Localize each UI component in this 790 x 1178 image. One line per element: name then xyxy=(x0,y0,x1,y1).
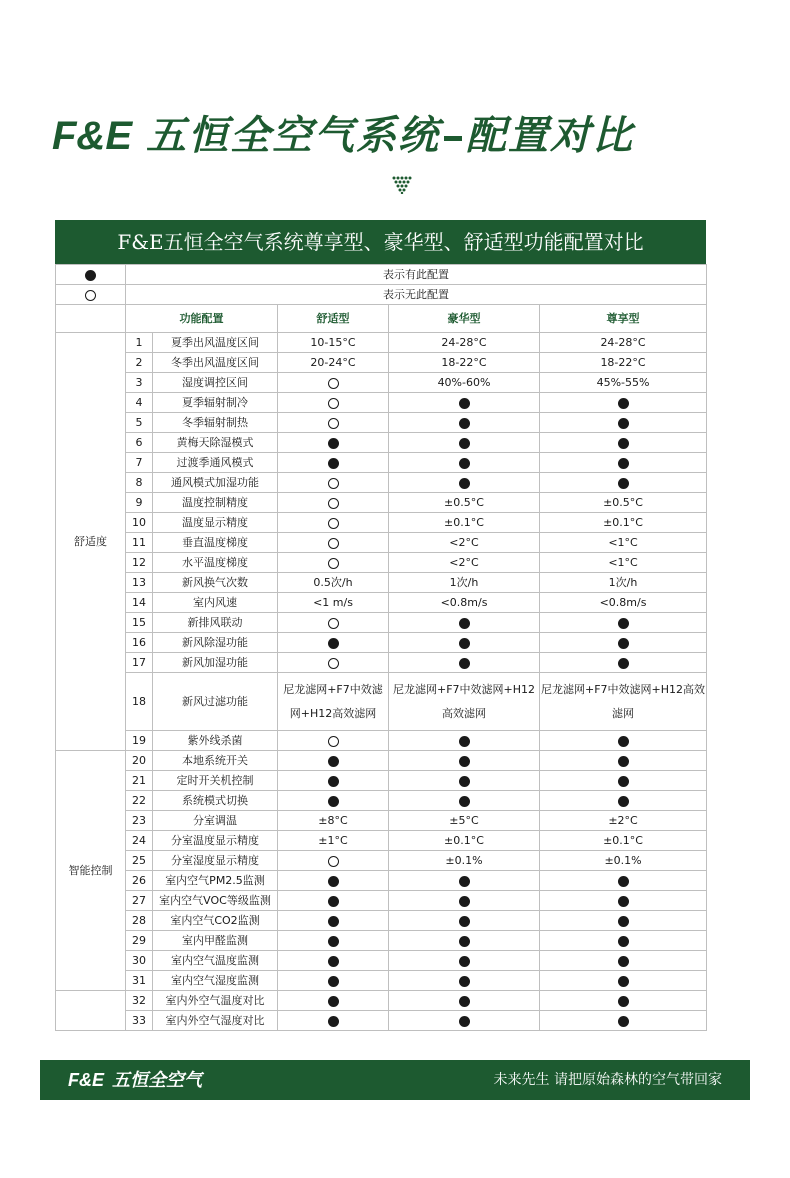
row-number: 5 xyxy=(126,413,153,433)
value-shushi xyxy=(278,673,389,731)
filled-dot-icon xyxy=(328,916,339,927)
value-haohua: 1次/h xyxy=(389,573,540,593)
value-haohua xyxy=(389,731,540,751)
value-haohua xyxy=(389,633,540,653)
value-zunxiang xyxy=(540,951,707,971)
value-zunxiang: <1°C xyxy=(540,533,707,553)
row-number: 22 xyxy=(126,791,153,811)
feature-name: 室内空气PM2.5监测 xyxy=(153,871,278,891)
filled-dot-icon xyxy=(618,658,629,669)
filled-dot-icon xyxy=(618,936,629,947)
value-shushi xyxy=(278,533,389,553)
filled-dot-icon xyxy=(459,896,470,907)
filled-dot-icon xyxy=(459,398,470,409)
filled-dot-icon xyxy=(459,458,470,469)
filled-dot-icon xyxy=(459,976,470,987)
value-zunxiang: ±0.5°C xyxy=(540,493,707,513)
value-shushi: <1 m/s xyxy=(278,593,389,613)
filled-dot-icon xyxy=(618,956,629,967)
row-number: 16 xyxy=(126,633,153,653)
value-zunxiang xyxy=(540,433,707,453)
table-row xyxy=(56,851,707,871)
feature-name: 新风除湿功能 xyxy=(153,633,278,653)
feature-name: 室内外空气温度对比 xyxy=(153,991,278,1011)
filled-dot-icon xyxy=(618,756,629,767)
filled-dot-icon xyxy=(459,936,470,947)
value-haohua xyxy=(389,771,540,791)
row-number: 7 xyxy=(126,453,153,473)
footer-brand-logo: F&E xyxy=(68,1070,104,1090)
config-table xyxy=(55,264,707,1031)
value-shushi xyxy=(278,393,389,413)
feature-name: 室内空气湿度监测 xyxy=(153,971,278,991)
empty-circle-icon xyxy=(328,618,339,629)
footer-brand xyxy=(68,1060,202,1101)
value-zunxiang xyxy=(540,871,707,891)
value-shushi: ±8°C xyxy=(278,811,389,831)
filled-dot-icon xyxy=(459,996,470,1007)
filled-dot-icon xyxy=(328,776,339,787)
column-header-feature: 功能配置 xyxy=(126,305,278,333)
filled-dot-icon xyxy=(459,956,470,967)
row-number: 3 xyxy=(126,373,153,393)
value-shushi xyxy=(278,433,389,453)
column-header-row xyxy=(56,305,707,333)
table-row xyxy=(56,891,707,911)
legend-text: 表示有此配置 xyxy=(126,265,707,285)
value-zunxiang: ±0.1°C xyxy=(540,513,707,533)
filled-dot-icon xyxy=(618,618,629,629)
table-row xyxy=(56,353,707,373)
row-number: 26 xyxy=(126,871,153,891)
feature-name: 黄梅天除湿模式 xyxy=(153,433,278,453)
row-number: 21 xyxy=(126,771,153,791)
value-haohua xyxy=(389,673,540,731)
feature-name: 过渡季通风模式 xyxy=(153,453,278,473)
filled-dot-icon xyxy=(459,916,470,927)
feature-name: 垂直温度梯度 xyxy=(153,533,278,553)
value-zunxiang xyxy=(540,911,707,931)
feature-name: 湿度调控区间 xyxy=(153,373,278,393)
value-haohua xyxy=(389,951,540,971)
filled-dot-icon xyxy=(459,478,470,489)
row-number: 27 xyxy=(126,891,153,911)
row-number: 13 xyxy=(126,573,153,593)
feature-name: 新风换气次数 xyxy=(153,573,278,593)
title-dash xyxy=(444,136,462,141)
value-haohua xyxy=(389,791,540,811)
value-haohua xyxy=(389,1011,540,1031)
table-row xyxy=(56,871,707,891)
row-number: 28 xyxy=(126,911,153,931)
filled-dot-icon xyxy=(618,916,629,927)
value-haohua: <0.8m/s xyxy=(389,593,540,613)
table-row xyxy=(56,433,707,453)
row-number: 25 xyxy=(126,851,153,871)
filled-dot-icon xyxy=(618,638,629,649)
table-row xyxy=(56,1011,707,1031)
filled-dot-icon xyxy=(459,796,470,807)
table-row xyxy=(56,633,707,653)
feature-name: 温度控制精度 xyxy=(153,493,278,513)
title-tail: 配置对比 xyxy=(466,113,634,159)
value-shushi xyxy=(278,971,389,991)
value-haohua: <2°C xyxy=(389,533,540,553)
row-number: 6 xyxy=(126,433,153,453)
value-zunxiang: 1次/h xyxy=(540,573,707,593)
value-zunxiang xyxy=(540,991,707,1011)
value-haohua: ±0.1% xyxy=(389,851,540,871)
value-haohua xyxy=(389,393,540,413)
row-number: 14 xyxy=(126,593,153,613)
filled-dot-icon xyxy=(618,976,629,987)
empty-circle-icon xyxy=(328,418,339,429)
empty-circle-icon xyxy=(328,378,339,389)
value-haohua xyxy=(389,473,540,493)
filled-dot-icon xyxy=(459,438,470,449)
value-shushi xyxy=(278,871,389,891)
table-row xyxy=(56,831,707,851)
table-row xyxy=(56,513,707,533)
value-haohua xyxy=(389,433,540,453)
value-shushi xyxy=(278,473,389,493)
value-haohua xyxy=(389,453,540,473)
empty-circle-icon xyxy=(328,658,339,669)
table-row xyxy=(56,931,707,951)
legend-symbol-empty xyxy=(56,285,126,305)
value-shushi xyxy=(278,613,389,633)
filled-dot-icon xyxy=(618,438,629,449)
table-row xyxy=(56,951,707,971)
table-row xyxy=(56,911,707,931)
value-zunxiang xyxy=(540,791,707,811)
table-row xyxy=(56,673,707,731)
value-haohua xyxy=(389,751,540,771)
footer-slogan: 未来先生 请把原始森林的空气带回家 xyxy=(493,1072,722,1088)
value-zunxiang: 24-28°C xyxy=(540,333,707,353)
table-row xyxy=(56,533,707,553)
empty-circle-icon xyxy=(328,478,339,489)
column-header-haohua: 豪华型 xyxy=(389,305,540,333)
table-row xyxy=(56,493,707,513)
filled-dot-icon xyxy=(618,458,629,469)
feature-name: 室内风速 xyxy=(153,593,278,613)
value-zunxiang: ±0.1°C xyxy=(540,831,707,851)
legend-row xyxy=(56,285,707,305)
filled-dot-icon xyxy=(459,638,470,649)
value-haohua: 40%-60% xyxy=(389,373,540,393)
value-zunxiang: ±2°C xyxy=(540,811,707,831)
table-row xyxy=(56,791,707,811)
row-number: 4 xyxy=(126,393,153,413)
decorative-arrow-icon xyxy=(392,176,414,194)
row-number: 9 xyxy=(126,493,153,513)
filled-dot-icon xyxy=(459,736,470,747)
value-shushi xyxy=(278,453,389,473)
filled-dot-icon xyxy=(328,438,339,449)
value-shushi xyxy=(278,731,389,751)
filled-dot-icon xyxy=(328,876,339,887)
column-header-shushi: 舒适型 xyxy=(278,305,389,333)
row-number: 12 xyxy=(126,553,153,573)
filled-dot-icon xyxy=(328,996,339,1007)
header-blank xyxy=(56,305,126,333)
table-row xyxy=(56,811,707,831)
filled-dot-icon xyxy=(618,418,629,429)
value-haohua xyxy=(389,613,540,633)
filled-dot-icon xyxy=(459,618,470,629)
feature-name: 紫外线杀菌 xyxy=(153,731,278,751)
value-haohua xyxy=(389,413,540,433)
value-zunxiang xyxy=(540,971,707,991)
value-haohua: 18-22°C xyxy=(389,353,540,373)
row-number: 33 xyxy=(126,1011,153,1031)
filled-dot-icon xyxy=(459,756,470,767)
table-row xyxy=(56,991,707,1011)
row-number: 31 xyxy=(126,971,153,991)
value-shushi xyxy=(278,553,389,573)
filled-dot-icon xyxy=(618,1016,629,1027)
table-row xyxy=(56,731,707,751)
empty-circle-icon xyxy=(328,538,339,549)
value-shushi: 0.5次/h xyxy=(278,573,389,593)
value-shushi xyxy=(278,991,389,1011)
feature-name: 系统模式切换 xyxy=(153,791,278,811)
value-zunxiang xyxy=(540,751,707,771)
table-row xyxy=(56,553,707,573)
empty-circle-icon xyxy=(85,290,96,301)
table-row xyxy=(56,573,707,593)
feature-name: 定时开关机控制 xyxy=(153,771,278,791)
value-shushi xyxy=(278,791,389,811)
value-shushi xyxy=(278,493,389,513)
value-zunxiang xyxy=(540,1011,707,1031)
table-row xyxy=(56,613,707,633)
row-number: 20 xyxy=(126,751,153,771)
value-haohua: ±0.5°C xyxy=(389,493,540,513)
value-shushi xyxy=(278,771,389,791)
feature-name: 室内空气VOC等级监测 xyxy=(153,891,278,911)
value-zunxiang xyxy=(540,931,707,951)
page-title xyxy=(52,108,742,164)
filled-dot-icon xyxy=(618,876,629,887)
value-shushi xyxy=(278,851,389,871)
value-haohua xyxy=(389,891,540,911)
feature-name: 室内甲醛监测 xyxy=(153,931,278,951)
value-haohua: 24-28°C xyxy=(389,333,540,353)
filled-dot-icon xyxy=(618,736,629,747)
feature-name: 新风过滤功能 xyxy=(153,673,278,731)
filled-dot-icon xyxy=(459,776,470,787)
value-haohua: ±0.1°C xyxy=(389,831,540,851)
filled-dot-icon xyxy=(618,796,629,807)
filled-dot-icon xyxy=(459,1016,470,1027)
value-shushi xyxy=(278,751,389,771)
category-cell: 智能控制 xyxy=(56,751,126,991)
filled-dot-icon xyxy=(328,638,339,649)
feature-name: 夏季出风温度区间 xyxy=(153,333,278,353)
empty-circle-icon xyxy=(328,856,339,867)
row-number: 32 xyxy=(126,991,153,1011)
value-shushi: 20-24°C xyxy=(278,353,389,373)
value-shushi xyxy=(278,911,389,931)
filled-dot-icon xyxy=(459,418,470,429)
empty-circle-icon xyxy=(328,518,339,529)
title-main: 五恒全空气系统 xyxy=(146,113,440,159)
multiline-value: 尼龙滤网+F7中效滤网+H12高效滤网 xyxy=(392,682,536,720)
filled-dot-icon xyxy=(328,936,339,947)
feature-name: 新风加湿功能 xyxy=(153,653,278,673)
feature-name: 冬季辐射制热 xyxy=(153,413,278,433)
filled-dot-icon xyxy=(459,876,470,887)
table-row xyxy=(56,771,707,791)
category-cell xyxy=(56,991,126,1031)
filled-dot-icon xyxy=(328,1016,339,1027)
table-row xyxy=(56,373,707,393)
value-zunxiang: ±0.1% xyxy=(540,851,707,871)
value-shushi xyxy=(278,1011,389,1031)
value-zunxiang: 18-22°C xyxy=(540,353,707,373)
feature-name: 水平温度梯度 xyxy=(153,553,278,573)
table-row xyxy=(56,593,707,613)
value-shushi xyxy=(278,891,389,911)
legend-text: 表示无此配置 xyxy=(126,285,707,305)
value-shushi: ±1°C xyxy=(278,831,389,851)
feature-name: 温度显示精度 xyxy=(153,513,278,533)
row-number: 11 xyxy=(126,533,153,553)
filled-dot-icon xyxy=(618,398,629,409)
feature-name: 通风模式加湿功能 xyxy=(153,473,278,493)
multiline-value: 尼龙滤网+F7中效滤网+H12高效滤网 xyxy=(541,682,706,720)
row-number: 15 xyxy=(126,613,153,633)
row-number: 2 xyxy=(126,353,153,373)
feature-name: 分室调温 xyxy=(153,811,278,831)
feature-name: 分室温度显示精度 xyxy=(153,831,278,851)
column-header-zunxiang: 尊享型 xyxy=(540,305,707,333)
empty-circle-icon xyxy=(328,498,339,509)
category-cell: 舒适度 xyxy=(56,333,126,751)
value-haohua: ±0.1°C xyxy=(389,513,540,533)
filled-dot-icon xyxy=(85,270,96,281)
value-shushi: 10-15°C xyxy=(278,333,389,353)
filled-dot-icon xyxy=(328,458,339,469)
value-haohua xyxy=(389,653,540,673)
value-zunxiang xyxy=(540,653,707,673)
value-haohua xyxy=(389,971,540,991)
row-number: 23 xyxy=(126,811,153,831)
row-number: 1 xyxy=(126,333,153,353)
feature-name: 冬季出风温度区间 xyxy=(153,353,278,373)
row-number: 24 xyxy=(126,831,153,851)
value-haohua xyxy=(389,991,540,1011)
filled-dot-icon xyxy=(459,658,470,669)
value-zunxiang xyxy=(540,453,707,473)
table-row xyxy=(56,751,707,771)
value-zunxiang: <1°C xyxy=(540,553,707,573)
row-number: 29 xyxy=(126,931,153,951)
value-haohua xyxy=(389,871,540,891)
row-number: 18 xyxy=(126,673,153,731)
filled-dot-icon xyxy=(328,896,339,907)
value-zunxiang xyxy=(540,731,707,751)
feature-name: 本地系统开关 xyxy=(153,751,278,771)
value-zunxiang xyxy=(540,413,707,433)
value-haohua: <2°C xyxy=(389,553,540,573)
value-zunxiang xyxy=(540,771,707,791)
filled-dot-icon xyxy=(328,796,339,807)
footer-brand-cn: 五恒全空气 xyxy=(112,1070,202,1091)
legend-row xyxy=(56,265,707,285)
value-zunxiang xyxy=(540,891,707,911)
filled-dot-icon xyxy=(618,896,629,907)
value-zunxiang xyxy=(540,633,707,653)
value-shushi xyxy=(278,413,389,433)
value-shushi xyxy=(278,633,389,653)
feature-name: 室内空气温度监测 xyxy=(153,951,278,971)
value-zunxiang xyxy=(540,473,707,493)
filled-dot-icon xyxy=(618,478,629,489)
value-shushi xyxy=(278,373,389,393)
value-haohua xyxy=(389,911,540,931)
value-shushi xyxy=(278,931,389,951)
table-row xyxy=(56,473,707,493)
row-number: 8 xyxy=(126,473,153,493)
feature-name: 新排风联动 xyxy=(153,613,278,633)
value-zunxiang: 45%-55% xyxy=(540,373,707,393)
filled-dot-icon xyxy=(328,976,339,987)
table-row xyxy=(56,333,707,353)
table-row xyxy=(56,393,707,413)
table-row xyxy=(56,653,707,673)
footer-banner xyxy=(40,1060,750,1100)
filled-dot-icon xyxy=(618,996,629,1007)
row-number: 17 xyxy=(126,653,153,673)
feature-name: 夏季辐射制冷 xyxy=(153,393,278,413)
value-zunxiang: <0.8m/s xyxy=(540,593,707,613)
table-row xyxy=(56,971,707,991)
empty-circle-icon xyxy=(328,558,339,569)
table-row xyxy=(56,453,707,473)
row-number: 19 xyxy=(126,731,153,751)
value-haohua: ±5°C xyxy=(389,811,540,831)
legend-symbol-filled xyxy=(56,265,126,285)
feature-name: 分室湿度显示精度 xyxy=(153,851,278,871)
value-shushi xyxy=(278,951,389,971)
value-haohua xyxy=(389,931,540,951)
row-number: 10 xyxy=(126,513,153,533)
empty-circle-icon xyxy=(328,398,339,409)
row-number: 30 xyxy=(126,951,153,971)
multiline-value: 尼龙滤网+F7中效滤网+H12高效滤网 xyxy=(283,682,383,720)
feature-name: 室内外空气湿度对比 xyxy=(153,1011,278,1031)
value-zunxiang xyxy=(540,613,707,633)
value-zunxiang xyxy=(540,393,707,413)
filled-dot-icon xyxy=(618,776,629,787)
table-row xyxy=(56,413,707,433)
empty-circle-icon xyxy=(328,736,339,747)
value-shushi xyxy=(278,653,389,673)
feature-name: 室内空气CO2监测 xyxy=(153,911,278,931)
filled-dot-icon xyxy=(328,756,339,767)
value-zunxiang xyxy=(540,673,707,731)
table-title: F&E五恒全空气系统尊享型、豪华型、舒适型功能配置对比 xyxy=(55,220,706,264)
value-shushi xyxy=(278,513,389,533)
brand-logo-text: F&E xyxy=(52,114,132,158)
filled-dot-icon xyxy=(328,956,339,967)
